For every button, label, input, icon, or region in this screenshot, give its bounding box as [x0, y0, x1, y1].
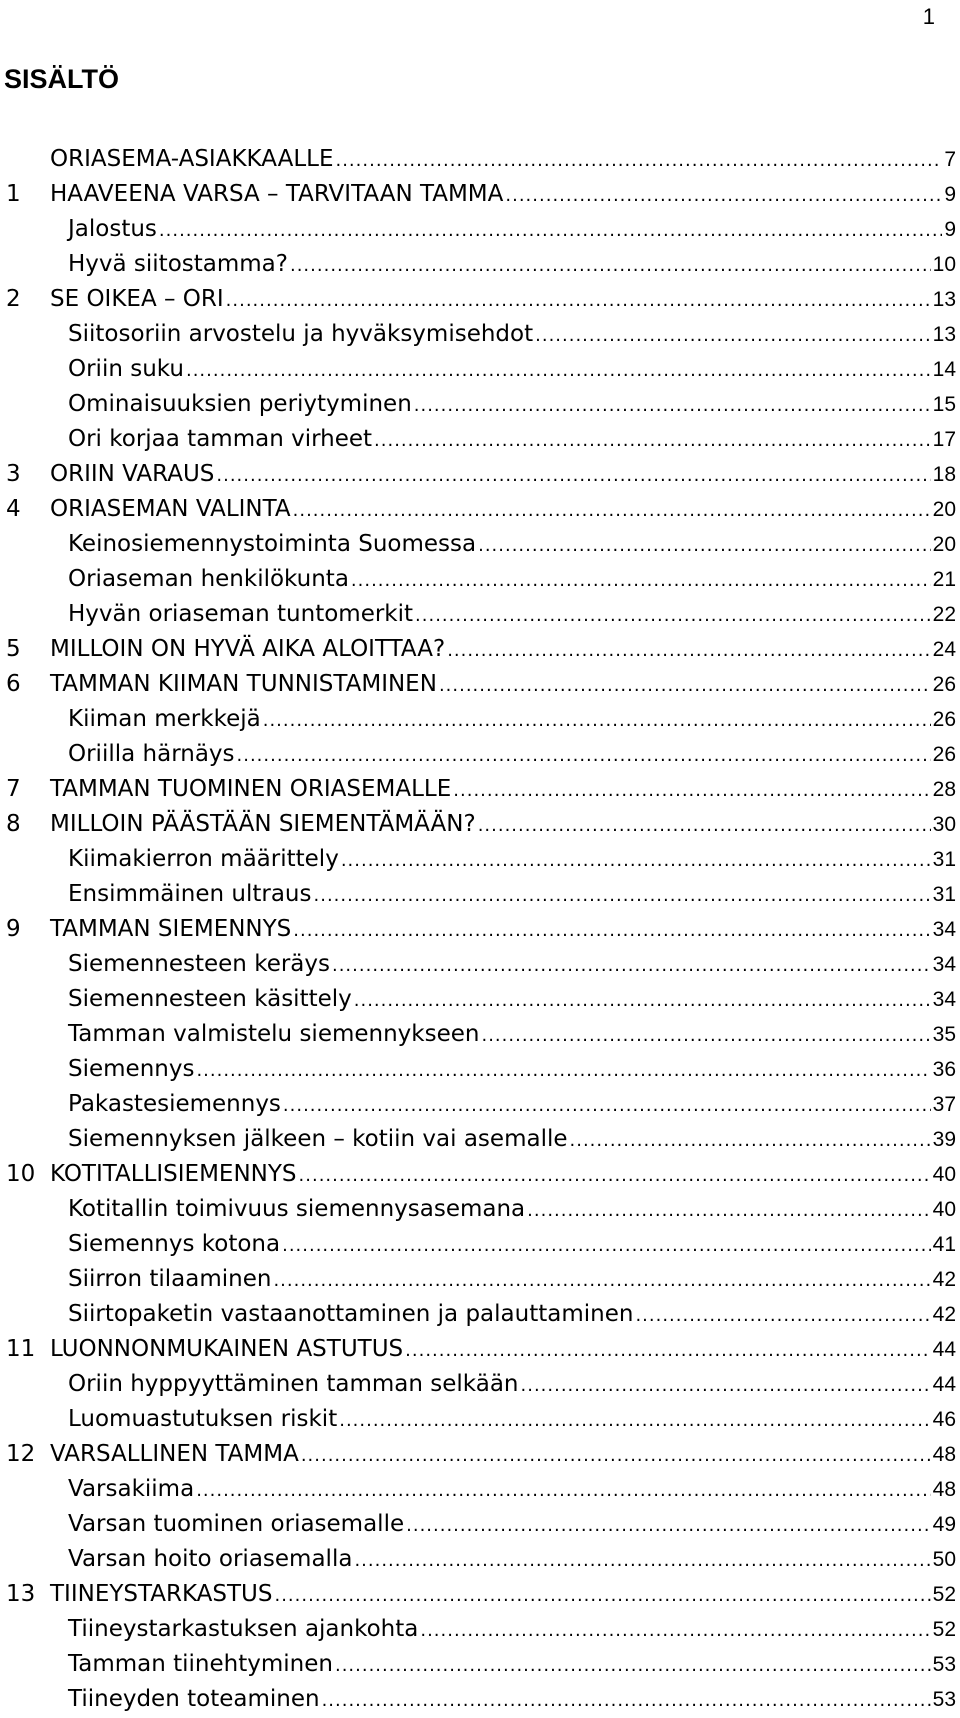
toc-entry-title: VARSALLINEN TAMMA: [50, 1441, 299, 1467]
toc-entry-number: 3: [6, 461, 21, 487]
toc-entry-title: Ori korjaa tamman virheet: [68, 426, 373, 452]
toc-entry-title: Oriilla härnäys: [68, 741, 235, 767]
toc-entry-page: 50: [932, 1548, 956, 1571]
toc-entry-title: Varsakiima: [68, 1476, 195, 1502]
toc-entry-page: 18: [932, 463, 956, 486]
toc-subentry[interactable]: [6, 1017, 956, 1052]
toc-entry-title: TAMMAN TUOMINEN ORIASEMALLE: [50, 776, 452, 802]
toc-entry-page: 40: [932, 1198, 956, 1221]
toc-entry-title: Siemennys: [68, 1056, 195, 1082]
dot-leader: [374, 423, 931, 458]
toc-subentry[interactable]: [6, 1402, 956, 1437]
toc-entry-page: 31: [932, 848, 956, 871]
toc-entry[interactable]: [6, 912, 956, 947]
toc-entry-title: Ensimmäinen ultraus: [68, 881, 312, 907]
toc-entry[interactable]: [6, 142, 956, 177]
toc-entry-title: Siirtopaketin vastaanottaminen ja palauttaminen: [68, 1301, 634, 1327]
toc-entry-number: 2: [6, 286, 21, 312]
dot-leader: [293, 913, 930, 948]
toc-entry-page: 48: [932, 1478, 956, 1501]
dot-leader: [635, 1298, 930, 1333]
dot-leader: [335, 143, 942, 178]
toc-entry-title: Oriin hyppyyttäminen tamman selkään: [68, 1371, 519, 1397]
toc-entry-page: 37: [932, 1093, 956, 1116]
toc-entry[interactable]: [6, 1577, 956, 1612]
toc-entry-title: Varsan hoito oriasemalla: [68, 1546, 353, 1572]
dot-leader: [570, 1123, 931, 1158]
toc-entry-number: 6: [6, 671, 21, 697]
toc-entry-page: 53: [932, 1688, 956, 1711]
toc-entry-title: LUONNONMUKAINEN ASTUTUS: [50, 1336, 404, 1362]
toc-entry[interactable]: [6, 457, 956, 492]
toc-heading: SISÄLTÖ: [4, 64, 120, 94]
dot-leader: [216, 458, 930, 493]
toc-entry[interactable]: [6, 632, 956, 667]
toc-entry-title: Siemennesteen keräys: [68, 951, 330, 977]
toc-entry-number: 13: [6, 1581, 36, 1607]
page-number: 1: [922, 4, 935, 29]
toc-entry-page: 39: [932, 1128, 956, 1151]
toc-entry-title: ORIASEMA-ASIAKKAALLE: [50, 146, 334, 172]
toc-subentry[interactable]: [6, 1472, 956, 1507]
toc-entry-page: 14: [932, 358, 956, 381]
toc-entry-title: SE OIKEA – ORI: [50, 286, 224, 312]
toc-subentry[interactable]: [6, 947, 956, 982]
dot-leader: [341, 843, 931, 878]
toc-entry-page: 26: [932, 673, 956, 696]
toc-entry-title: Siemennys kotona: [68, 1231, 281, 1257]
dot-leader: [332, 948, 931, 983]
toc-entry-page: 40: [932, 1163, 956, 1186]
toc-subentry[interactable]: [6, 527, 956, 562]
toc-entry-title: Oriin suku: [68, 356, 184, 382]
toc-entry[interactable]: [6, 1332, 956, 1367]
dot-leader: [196, 1473, 930, 1508]
toc-entry-title: Hyvä siitostamma?: [68, 251, 288, 277]
toc-subentry[interactable]: [6, 1087, 956, 1122]
toc-subentry[interactable]: [6, 597, 956, 632]
toc-entry-page: 34: [932, 988, 956, 1011]
toc-entry-page: 20: [932, 533, 956, 556]
toc-entry-page: 24: [932, 638, 956, 661]
dot-leader: [354, 1543, 930, 1578]
toc-entry-page: 10: [932, 253, 956, 276]
toc-entry-page: 46: [932, 1408, 956, 1431]
toc-entry-page: 34: [932, 918, 956, 941]
toc-entry-number: 8: [6, 811, 21, 837]
toc-entry-page: 53: [932, 1653, 956, 1676]
toc-entry-page: 34: [932, 953, 956, 976]
toc-entry-page: 36: [932, 1058, 956, 1081]
toc-entry-title: Keinosiemennystoiminta Suomessa: [68, 531, 477, 557]
dot-leader: [322, 1683, 931, 1718]
toc-entry[interactable]: [6, 772, 956, 807]
toc-entry[interactable]: [6, 177, 956, 212]
dot-leader: [405, 1333, 930, 1368]
toc-entry-page: 42: [932, 1303, 956, 1326]
toc-subentry[interactable]: [6, 562, 956, 597]
dot-leader: [226, 283, 931, 318]
toc-entry-number: 10: [6, 1161, 36, 1187]
toc-subentry[interactable]: [6, 317, 956, 352]
toc-entry-page: 28: [932, 778, 956, 801]
toc-entry-title: Siemennyksen jälkeen – kotiin vai asemalle: [68, 1126, 568, 1152]
toc-entry-page: 44: [932, 1373, 956, 1396]
toc-entry[interactable]: [6, 282, 956, 317]
toc-entry-page: 42: [932, 1268, 956, 1291]
toc-entry-title: KOTITALLISIEMENNYS: [50, 1161, 297, 1187]
toc-entry-page: 21: [932, 568, 956, 591]
toc-subentry[interactable]: [6, 877, 956, 912]
dot-leader: [521, 1368, 931, 1403]
toc-subentry[interactable]: [6, 387, 956, 422]
toc-entry[interactable]: [6, 667, 956, 702]
toc-entry[interactable]: [6, 807, 956, 842]
toc-entry-title: Siirron tilaaminen: [68, 1266, 272, 1292]
dot-leader: [186, 353, 931, 388]
toc-entry-page: 13: [932, 323, 956, 346]
toc-entry-title: TIINEYSTARKASTUS: [50, 1581, 273, 1607]
toc-subentry[interactable]: [6, 1297, 956, 1332]
toc-entry-title: Kotitallin toimivuus siemennysasemana: [68, 1196, 526, 1222]
toc-entry-title: TAMMAN KIIMAN TUNNISTAMINEN: [50, 671, 437, 697]
toc-entry-title: Tamman tiinehtyminen: [68, 1651, 333, 1677]
toc-entry-number: 7: [6, 776, 21, 802]
dot-leader: [406, 1508, 931, 1543]
toc-entry-title: Varsan tuominen oriasemalle: [68, 1511, 405, 1537]
toc-entry-title: TAMMAN SIEMENNYS: [50, 916, 292, 942]
dot-leader: [478, 808, 931, 843]
toc-entry-number: 4: [6, 496, 21, 522]
dot-leader: [351, 563, 931, 598]
toc-entry-title: Kiimakierron määrittely: [68, 846, 339, 872]
dot-leader: [354, 983, 931, 1018]
toc-subentry[interactable]: [6, 1367, 956, 1402]
toc-entry-title: MILLOIN PÄÄSTÄÄN SIEMENTÄMÄÄN?: [50, 811, 476, 837]
toc-entry-page: 44: [932, 1338, 956, 1361]
toc-entry-page: 52: [932, 1583, 956, 1606]
dot-leader: [237, 738, 931, 773]
toc-entry-number: 1: [6, 181, 21, 207]
toc-entry-title: Oriaseman henkilökunta: [68, 566, 349, 592]
toc-entry-page: 7: [944, 148, 956, 171]
toc-entry-page: 20: [932, 498, 956, 521]
toc-subentry[interactable]: [6, 422, 956, 457]
toc-entry-page: 30: [932, 813, 956, 836]
toc-subentry[interactable]: [6, 842, 956, 877]
dot-leader: [453, 773, 930, 808]
dot-leader: [299, 1158, 931, 1193]
toc-entry-title: Tamman valmistelu siemennykseen: [68, 1021, 480, 1047]
dot-leader: [301, 1438, 931, 1473]
dot-leader: [481, 1018, 930, 1053]
toc-entry-page: 9: [944, 183, 956, 206]
toc-subentry[interactable]: [6, 1192, 956, 1227]
dot-leader: [293, 493, 931, 528]
toc-subentry[interactable]: [6, 1262, 956, 1297]
toc-entry-page: 26: [932, 743, 956, 766]
toc-entry-title: Tiineystarkastuksen ajankohta: [68, 1616, 419, 1642]
toc-entry-page: 52: [932, 1618, 956, 1641]
dot-leader: [505, 178, 942, 213]
toc-subentry[interactable]: [6, 352, 956, 387]
toc-entry-title: Siitosoriin arvostelu ja hyväksymisehdot: [68, 321, 534, 347]
dot-leader: [196, 1053, 930, 1088]
toc-entry-page: 49: [932, 1513, 956, 1536]
dot-leader: [527, 1193, 930, 1228]
toc-entry[interactable]: [6, 492, 956, 527]
toc-subentry[interactable]: [6, 212, 956, 247]
toc-entry-title: Ominaisuuksien periytyminen: [68, 391, 412, 417]
toc-subentry[interactable]: [6, 1542, 956, 1577]
toc-subentry[interactable]: [6, 1052, 956, 1087]
toc-subentry[interactable]: [6, 1647, 956, 1682]
toc-entry-title: HAAVEENA VARSA – TARVITAAN TAMMA: [50, 181, 504, 207]
toc-entry-title: Hyvän oriaseman tuntomerkit: [68, 601, 414, 627]
table-of-contents: [6, 142, 956, 1717]
toc-subentry[interactable]: [6, 1507, 956, 1542]
toc-entry-title: Pakastesiemennys: [68, 1091, 281, 1117]
toc-entry-title: Kiiman merkkejä: [68, 706, 261, 732]
toc-subentry[interactable]: [6, 247, 956, 282]
dot-leader: [478, 528, 931, 563]
dot-leader: [282, 1228, 931, 1263]
toc-entry[interactable]: [6, 1437, 956, 1472]
toc-entry-title: Siemennesteen käsittely: [68, 986, 352, 1012]
toc-entry-number: 5: [6, 636, 21, 662]
toc-entry-page: 26: [932, 708, 956, 731]
toc-subentry[interactable]: [6, 1612, 956, 1647]
toc-entry-title: Luomuastutuksen riskit: [68, 1406, 338, 1432]
toc-entry-title: ORIIN VARAUS: [50, 461, 215, 487]
toc-entry-page: 48: [932, 1443, 956, 1466]
toc-subentry[interactable]: [6, 1682, 956, 1717]
dot-leader: [535, 318, 931, 353]
toc-subentry[interactable]: [6, 1122, 956, 1157]
dot-leader: [339, 1403, 930, 1438]
dot-leader: [283, 1088, 931, 1123]
toc-subentry[interactable]: [6, 737, 956, 772]
toc-entry-page: 13: [932, 288, 956, 311]
dot-leader: [290, 248, 931, 283]
toc-entry-title: MILLOIN ON HYVÄ AIKA ALOITTAA?: [50, 636, 446, 662]
toc-entry-title: ORIASEMAN VALINTA: [50, 496, 291, 522]
toc-subentry[interactable]: [6, 982, 956, 1017]
toc-entry-page: 41: [932, 1233, 956, 1256]
toc-entry-page: 17: [932, 428, 956, 451]
dot-leader: [335, 1648, 931, 1683]
dot-leader: [447, 633, 930, 668]
dot-leader: [263, 703, 931, 738]
toc-entry-title: Jalostus: [68, 216, 157, 242]
dot-leader: [439, 668, 931, 703]
dot-leader: [273, 1263, 930, 1298]
toc-entry[interactable]: [6, 1157, 956, 1192]
toc-entry-number: 11: [6, 1336, 36, 1362]
toc-subentry[interactable]: [6, 1227, 956, 1262]
toc-entry-number: 12: [6, 1441, 36, 1467]
toc-entry-number: 9: [6, 916, 21, 942]
toc-entry-page: 31: [932, 883, 956, 906]
dot-leader: [159, 213, 942, 248]
toc-entry-page: 35: [932, 1023, 956, 1046]
dot-leader: [414, 388, 931, 423]
toc-entry-page: 22: [932, 603, 956, 626]
toc-entry-page: 15: [932, 393, 956, 416]
toc-entry-title: Tiineyden toteaminen: [68, 1686, 320, 1712]
toc-subentry[interactable]: [6, 702, 956, 737]
dot-leader: [274, 1578, 930, 1613]
toc-entry-page: 9: [944, 218, 956, 241]
dot-leader: [420, 1613, 930, 1648]
dot-leader: [314, 878, 931, 913]
dot-leader: [415, 598, 931, 633]
